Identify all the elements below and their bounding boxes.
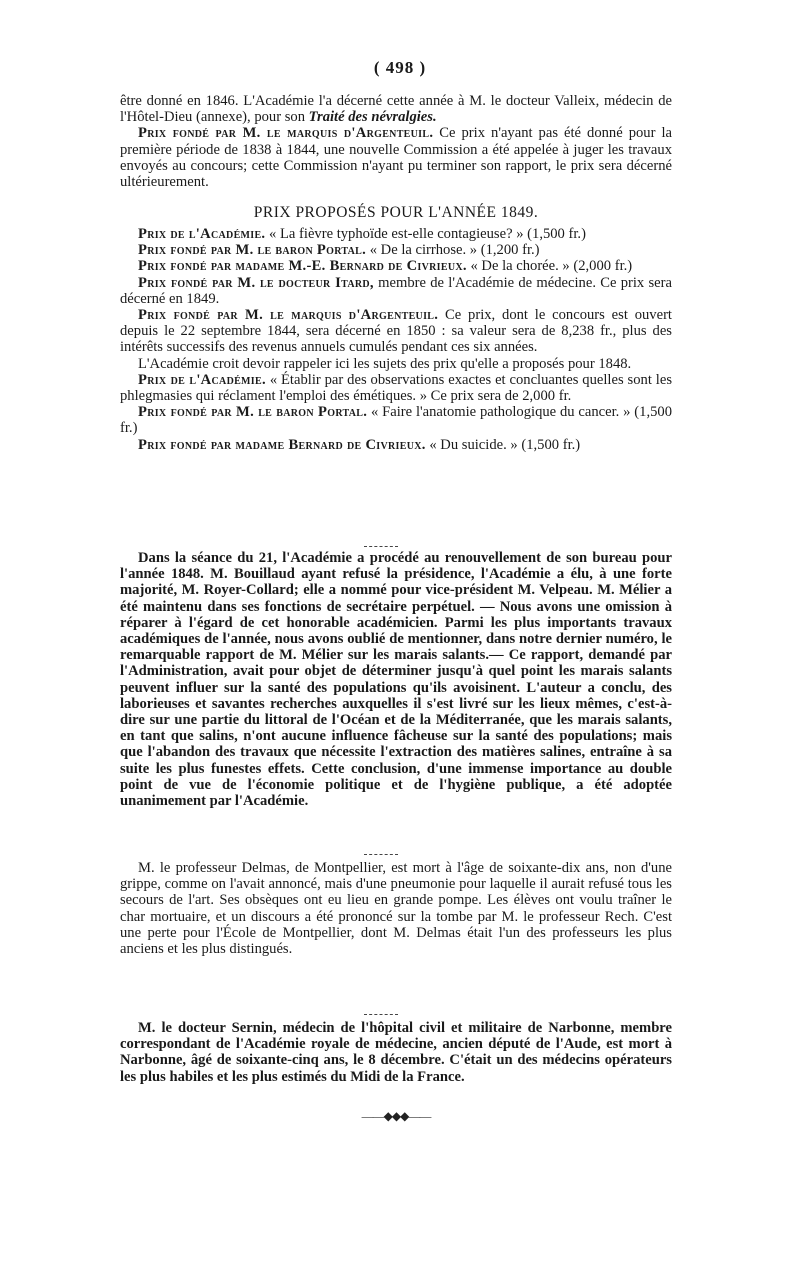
valleix-paragraph: être donné en 1846. L'Académie l'a décerné cette année à M. le docteur Valleix, médecin de l'Hôtel-Dieu (annexe), pour son Traité des névralgies. bbox=[120, 93, 672, 126]
prize-item: Prix fondé par M. le baron Portal. « Faire l'anatomie pathologique du cancer. » (1,500 fr.) bbox=[120, 404, 672, 437]
sernin-obituary: M. le docteur Sernin, médecin de l'hôpital civil et militaire de Narbonne, membre correspondant de l'Académie royale de médecine, ancien député de l'Aude, est mort à Narbonne, âgé de soixante-cinq ans, le 8 décembre. C'était un des médecins opérateurs les plus habiles et les plus estimés du Midi de la France. bbox=[120, 1020, 672, 1085]
prize-item: Prix fondé par M. le baron Portal. « De la cirrhose. » (1,200 fr.) bbox=[138, 242, 540, 259]
prize-item: Prix de l'Académie. « Établir par des observations exactes et concluantes quelles sont les phlegmasies qui réclament l'emploi des émétiques. » Ce prix sera de 2,000 fr. bbox=[120, 371, 672, 405]
prize-item: Prix de l'Académie. « La fièvre typhoïde est-elle contagieuse? » (1,500 fr.) bbox=[138, 226, 586, 242]
separator-rule bbox=[364, 546, 398, 547]
prize-item: Prix fondé par M. le marquis d'Argenteuil. Ce prix, dont le concours est ouvert depuis le 22 septembre 1844, sera décerné en 1850 : sa valeur sera de 8,238 fr., plus des intérêts successifs des revenus annuels cumulés pendant ces six années. bbox=[120, 307, 672, 356]
end-ornament: ——◆◆◆—— bbox=[361, 1109, 431, 1123]
prize-item: Prix fondé par madame Bernard de Civrieux. « Du suicide. » (1,500 fr.) bbox=[138, 436, 581, 453]
prize-item: Prix fondé par madame M.-E. Bernard de Civrieux. « De la chorée. » (2,000 fr.) bbox=[138, 258, 633, 275]
separator-rule bbox=[364, 854, 398, 855]
section-heading-wrap bbox=[120, 205, 672, 221]
argenteuil-paragraph: Prix fondé par M. le marquis d'Argenteuil. Ce prix n'ayant pas été donné pour la première période de 1838 à 1844, une nouvelle Commission a été appelée à juger les travaux envoyés au concours; cette Commission n'ayant pu terminer son rapport, le prix sera décerné ultérieurement. bbox=[120, 125, 672, 191]
section-heading: PRIX PROPOSÉS POUR L'ANNÉE 1849. bbox=[253, 204, 539, 221]
prize-item: Prix fondé par M. le docteur Itard, membre de l'Académie de médecine. Ce prix sera décerné en 1849. bbox=[120, 274, 672, 307]
delmas-section bbox=[120, 860, 672, 957]
work-title: Traité des névralgies. bbox=[308, 109, 437, 126]
prize-label: Prix fondé par M. le marquis d'Argenteuil. bbox=[138, 125, 434, 142]
prizes-1849 bbox=[120, 226, 672, 453]
seance-paragraph: Dans la séance du 21, l'Académie a procédé au renouvellement de son bureau pour l'année 1848. M. Bouillaud ayant refusé la présidence, l'Académie a élu, à une forte majorité, M. Royer-Collard; elle a nommé pour vice-président M. Velpeau. M. Mélier a été maintenu dans ses fonctions de secrétaire perpétuel. — Nous avons une omission à réparer à l'égard de cet honorable académicien. Parmi les plus importants travaux académiques de l'année, nous avons oublié de mentionner, dans notre dernier numéro, le remarquable rapport de M. Mélier sur les marais salants.— Ce rapport, demandé par l'Administration, avait pour objet de déterminer jusqu'à quel point les marais salants peuvent influer sur la santé des populations qu'ils avoisinent. L'auteur a conclu, des laborieuses et savantes recherches auxquelles il s'est livré sur les lieux mêmes, c'est-à-dire sur une partie du littoral de l'Océan et de la Méditerranée, que les marais salants, en tant que salins, n'ont aucune influence fâcheuse sur la santé des populations; mais que l'abandon des travaux que nécessite l'extraction des matières salines, entraîne à sa suite les plus funestes effets. Cette conclusion, d'une immense importance au double point de vue de l'économie politique et de l'hygiène publique, a été adoptée unanimement par l'Académie. bbox=[120, 550, 672, 810]
page-number: ( 498 ) bbox=[373, 58, 427, 77]
separator-rule bbox=[364, 1014, 398, 1015]
recall-paragraph: L'Académie croit devoir rappeler ici les sujets des prix qu'elle a proposés pour 1848. bbox=[138, 355, 632, 372]
seance-section bbox=[120, 550, 672, 809]
top-section bbox=[120, 93, 672, 190]
delmas-obituary: M. le professeur Delmas, de Montpellier, est mort à l'âge de soixante-dix ans, non d'une grippe, comme on l'avait annoncé, mais d'une pneumonie pour laquelle il aurait refusé tous les secours de l'art. Ses obsèques ont eu lieu en grande pompe. Les élèves ont voulu traîner le char mortuaire, et un discours a été prononcé sur la tombe par M. le professeur Rech. C'est une perte pour l'École de Montpellier, dont M. Delmas était l'un des professeurs les plus anciens et les plus distingués. bbox=[120, 860, 672, 958]
sernin-section bbox=[120, 1020, 672, 1085]
